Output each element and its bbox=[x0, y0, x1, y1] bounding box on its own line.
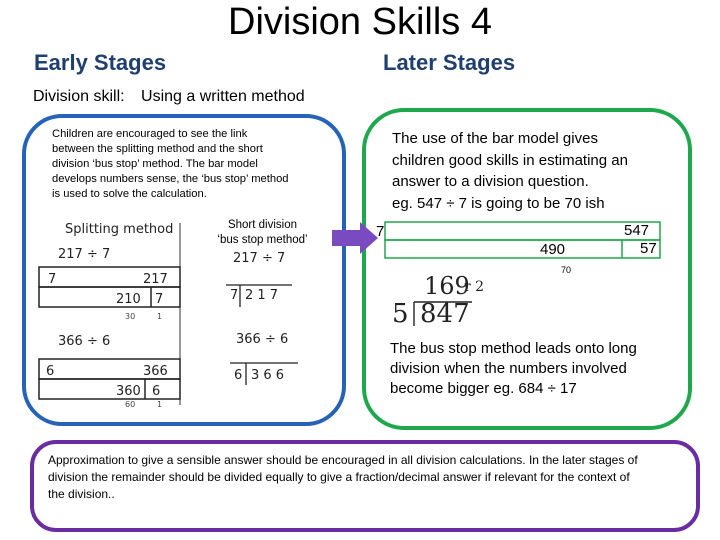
ex1-bus-digits: 2 1 7 bbox=[245, 288, 279, 303]
bus-divisor: 5 bbox=[392, 299, 409, 329]
later-line: eg. 547 ÷ 7 is going to be 70 ish bbox=[392, 194, 605, 212]
ex2-bus-divisor: 6 bbox=[234, 368, 243, 383]
ex1-part1: 210 bbox=[116, 292, 141, 307]
later-line: The use of the bar model gives bbox=[392, 130, 598, 147]
short-division-label bbox=[200, 218, 325, 248]
bar-model-diagram bbox=[372, 216, 672, 276]
ex2-part2: 6 bbox=[152, 384, 161, 399]
bar-part2: 57 bbox=[640, 240, 657, 257]
ex2-sum-right: 366 ÷ 6 bbox=[236, 332, 289, 347]
later-line: children good skills in estimating an bbox=[392, 151, 628, 169]
ex1-part2: 7 bbox=[155, 292, 164, 307]
ex2-q2: 1 bbox=[157, 400, 163, 409]
bar-divisor: 7 bbox=[376, 223, 385, 240]
ex1-total: 217 bbox=[143, 272, 168, 287]
bar-quotient: 70 bbox=[561, 265, 572, 275]
later-intro-text bbox=[392, 128, 682, 214]
bus-stop-text bbox=[390, 339, 685, 399]
ex2-sum: 366 ÷ 6 bbox=[58, 334, 111, 349]
short-div-line: Short division bbox=[227, 219, 298, 231]
bottom-line: Approximation to give a sensible answer should be encouraged in all division calculations. In the later stages of bbox=[48, 453, 638, 467]
bus-remainder: r 2 bbox=[464, 279, 485, 295]
ex2-total: 366 bbox=[143, 364, 168, 379]
later-line: answer to a division question. bbox=[392, 173, 589, 190]
bottom-line: division the remainder should be divided equally to give a fraction/decimal answer if relevant for the context of bbox=[48, 470, 630, 484]
bar-part1: 490 bbox=[540, 241, 566, 258]
ex2-part1: 360 bbox=[116, 384, 141, 399]
intro-line: develops numbers sense, the ‘bus stop’ method bbox=[52, 173, 289, 185]
ex1-divisor: 7 bbox=[48, 272, 57, 287]
bus-quotient: 169 bbox=[424, 272, 470, 300]
ex1-q2: 1 bbox=[157, 312, 163, 321]
ex2-bus-digits: 3 6 6 bbox=[251, 368, 285, 383]
ex1-q1: 30 bbox=[125, 312, 136, 321]
bus-line: The bus stop method leads onto long bbox=[390, 340, 637, 357]
later-stages-heading: Later Stages bbox=[383, 50, 516, 75]
ex2-q1: 60 bbox=[125, 400, 136, 409]
ex1-bus-divisor: 7 bbox=[230, 288, 239, 303]
intro-line: division ‘bus stop’ method. The bar model bbox=[52, 158, 258, 170]
short-div-line: ‘bus stop method’ bbox=[217, 234, 308, 246]
ex1-sum: 217 ÷ 7 bbox=[58, 247, 111, 262]
bus-stop-example bbox=[388, 272, 498, 332]
ex1-sum-right: 217 ÷ 7 bbox=[233, 251, 286, 266]
intro-line: Children are encouraged to see the link bbox=[52, 128, 248, 140]
skill-method: Using a written method bbox=[141, 88, 305, 105]
approximation-text bbox=[48, 452, 688, 503]
early-stages-heading: Early Stages bbox=[34, 50, 167, 75]
early-intro-text bbox=[52, 127, 342, 202]
intro-line: is used to solve the calculation. bbox=[52, 188, 207, 200]
skill-label: Division skill: bbox=[33, 88, 125, 105]
ex2-divisor: 6 bbox=[46, 364, 55, 379]
skill-line bbox=[33, 88, 317, 106]
intro-line: between the splitting method and the short bbox=[52, 143, 263, 155]
bar-total: 547 bbox=[624, 222, 650, 239]
bus-line: become bigger eg. 684 ÷ 17 bbox=[390, 380, 577, 397]
bottom-line: the division.. bbox=[48, 487, 115, 501]
splitting-method-label: Splitting method bbox=[65, 222, 174, 237]
bus-line: division when the numbers involved bbox=[390, 360, 627, 377]
bus-dividend: 847 bbox=[420, 299, 470, 329]
page-title: Division Skills 4 bbox=[228, 1, 492, 43]
